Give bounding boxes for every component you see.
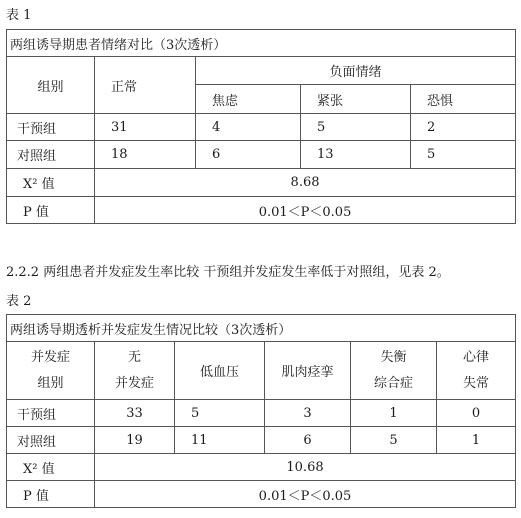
cell-spasm: 6: [265, 427, 351, 454]
header-complication: 并发症: [30, 349, 70, 365]
row-group: 干预组: [7, 400, 95, 427]
chi-square-value: 10.68: [95, 454, 516, 481]
cell-imbalance: 5: [351, 427, 437, 454]
table1: [6, 29, 516, 224]
p-value: 0.01＜P＜0.05: [95, 197, 516, 224]
header-no-complication: [95, 342, 175, 400]
section-paragraph: 2.2.2 两组患者并发症发生率比较 干预组并发症发生率低于对照组，见表 2。: [6, 265, 450, 280]
header-negative-emotion: 负面情绪: [196, 57, 516, 85]
cell-none: 33: [95, 400, 175, 427]
table2-label: 表 2: [6, 294, 32, 309]
header-arrhythmia-bottom: 失常: [462, 375, 489, 391]
row-group: 对照组: [7, 427, 95, 454]
cell-anxiety: 4: [196, 114, 301, 141]
header-anxiety: 焦虑: [196, 85, 301, 114]
header-none-bottom: 并发症: [114, 375, 154, 391]
cell-hypotension: 5: [175, 400, 265, 427]
cell-normal: 18: [95, 141, 196, 169]
table1-label: 表 1: [6, 8, 32, 23]
header-imbalance-bottom: 综合症: [373, 375, 413, 391]
cell-arrhythmia: 0: [437, 400, 516, 427]
header-fear: 恐惧: [411, 85, 516, 114]
table1-caption: 两组诱导期患者情绪对比（3次透析）: [7, 30, 516, 57]
cell-tension: 13: [301, 141, 411, 169]
header-muscle-spasm: 肌肉痉挛: [265, 342, 351, 400]
cell-anxiety: 6: [196, 141, 301, 169]
header-tension: 紧张: [301, 85, 411, 114]
header-imbalance-syndrome: [351, 342, 437, 400]
cell-tension: 5: [301, 114, 411, 141]
chi-square-label: X² 值: [7, 454, 95, 481]
cell-none: 19: [95, 427, 175, 454]
p-value-label: P 值: [7, 197, 95, 224]
header-none-top: 无: [127, 349, 141, 365]
row-group: 干预组: [7, 114, 95, 141]
cell-fear: 5: [411, 141, 516, 169]
p-value: 0.01＜P＜0.05: [95, 481, 516, 508]
cell-spasm: 3: [265, 400, 351, 427]
header-group: 组别: [37, 375, 64, 391]
header-normal: 正常: [95, 57, 196, 114]
p-value-label: P 值: [7, 481, 95, 508]
header-imbalance-top: 失衡: [380, 349, 407, 365]
header-group: 组别: [7, 57, 95, 114]
header-arrhythmia: [437, 342, 516, 400]
header-arrhythmia-top: 心律: [462, 349, 489, 365]
header-hypotension: 低血压: [175, 342, 265, 400]
cell-fear: 2: [411, 114, 516, 141]
chi-square-label: X² 值: [7, 169, 95, 197]
cell-hypotension: 11: [175, 427, 265, 454]
cell-arrhythmia: 1: [437, 427, 516, 454]
table2: [6, 314, 516, 508]
cell-imbalance: 1: [351, 400, 437, 427]
chi-square-value: 8.68: [95, 169, 516, 197]
cell-normal: 31: [95, 114, 196, 141]
row-group: 对照组: [7, 141, 95, 169]
header-complication-group: [7, 342, 95, 400]
table2-caption: 两组诱导期透析并发症发生情况比较（3次透析）: [7, 315, 516, 342]
